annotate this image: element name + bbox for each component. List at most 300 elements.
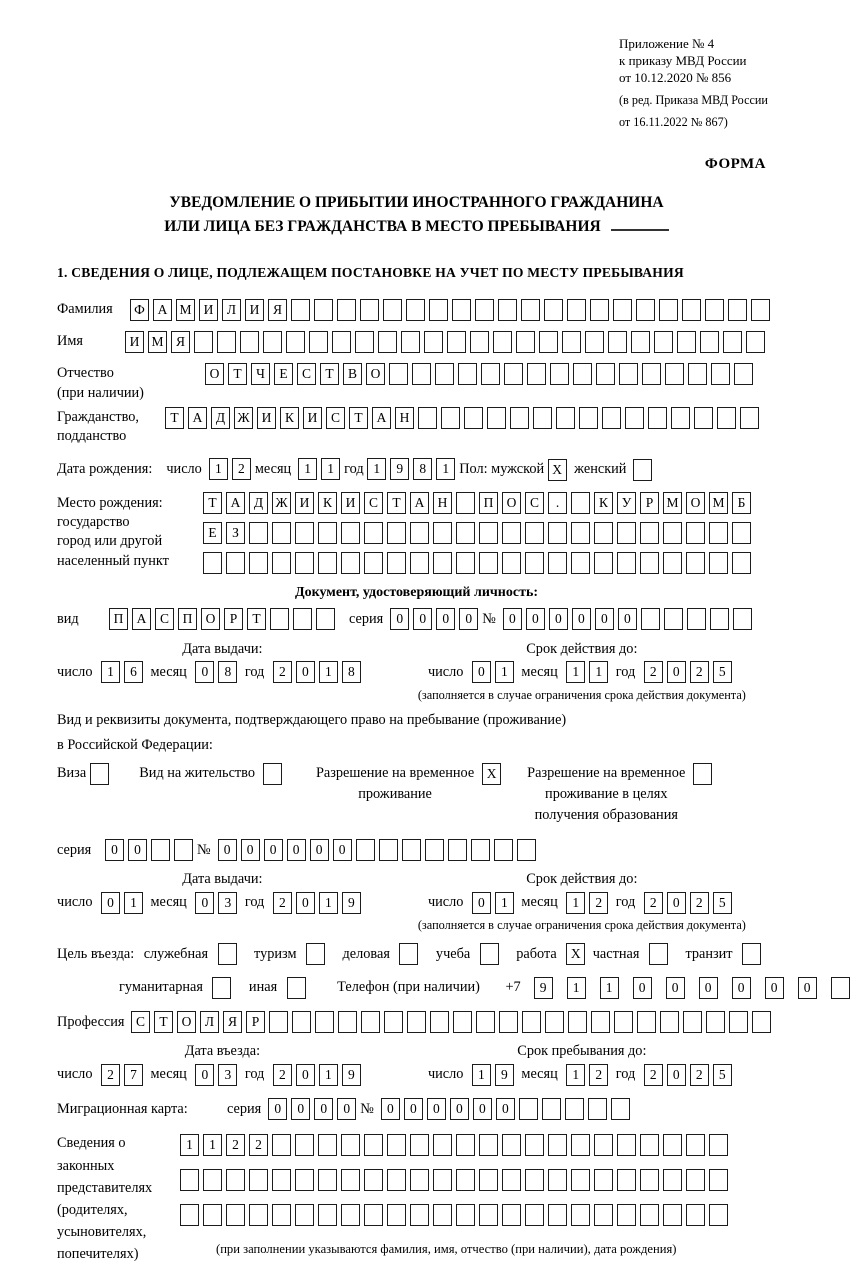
form-cell[interactable]: К [280,407,299,429]
purpose-work-checkbox[interactable]: X [566,943,585,965]
form-cell[interactable]: 1 [367,458,386,480]
form-cell[interactable] [318,552,337,574]
form-cell[interactable] [663,522,682,544]
form-cell[interactable] [387,1204,406,1226]
purpose-study-checkbox[interactable] [480,943,499,965]
form-cell[interactable] [705,299,724,321]
form-cell[interactable]: 2 [232,458,251,480]
form-cell[interactable] [410,1134,429,1156]
form-cell[interactable]: Т [320,363,339,385]
form-cell[interactable]: 0 [427,1098,446,1120]
form-cell[interactable] [272,1169,291,1191]
form-cell[interactable]: С [297,363,316,385]
form-cell[interactable]: 0 [549,608,568,630]
form-cell[interactable] [295,1134,314,1156]
form-cell[interactable] [226,1169,245,1191]
form-cell[interactable] [410,522,429,544]
form-cell[interactable] [456,552,475,574]
form-cell[interactable] [240,331,259,353]
form-cell[interactable]: Л [200,1011,219,1033]
form-cell[interactable] [479,1134,498,1156]
form-cell[interactable] [728,299,747,321]
form-cell[interactable] [568,1011,587,1033]
form-cell[interactable] [640,552,659,574]
form-cell[interactable] [641,608,660,630]
form-cell[interactable] [487,407,506,429]
form-cell[interactable] [433,522,452,544]
form-cell[interactable] [640,1169,659,1191]
purpose-transit-checkbox[interactable] [742,943,761,965]
form-cell[interactable] [573,363,592,385]
form-cell[interactable]: 2 [690,661,709,683]
form-cell[interactable]: 0 [572,608,591,630]
form-cell[interactable]: 5 [713,892,732,914]
form-cell[interactable] [332,331,351,353]
form-cell[interactable] [611,1098,630,1120]
form-cell[interactable] [709,1134,728,1156]
form-cell[interactable]: О [201,608,220,630]
form-cell[interactable]: 9 [342,892,361,914]
form-cell[interactable]: 2 [273,1064,292,1086]
form-cell[interactable] [476,1011,495,1033]
form-cell[interactable] [671,407,690,429]
form-cell[interactable] [687,608,706,630]
form-cell[interactable] [625,407,644,429]
form-cell[interactable] [194,331,213,353]
form-cell[interactable]: И [257,407,276,429]
form-cell[interactable]: 0 [526,608,545,630]
form-cell[interactable] [217,331,236,353]
form-cell[interactable]: З [226,522,245,544]
form-cell[interactable]: Р [246,1011,265,1033]
form-cell[interactable] [502,1169,521,1191]
form-cell[interactable]: 0 [195,661,214,683]
form-cell[interactable] [418,407,437,429]
form-cell[interactable] [686,1134,705,1156]
form-cell[interactable]: 2 [589,892,608,914]
edu-permit-checkbox[interactable] [693,763,712,785]
form-cell[interactable] [710,608,729,630]
form-cell[interactable]: 1 [495,661,514,683]
form-cell[interactable] [677,331,696,353]
form-cell[interactable] [498,299,517,321]
form-cell[interactable]: 8 [342,661,361,683]
form-cell[interactable] [751,299,770,321]
female-checkbox[interactable] [633,459,652,481]
form-cell[interactable] [831,977,850,999]
form-cell[interactable] [337,299,356,321]
form-cell[interactable] [502,552,521,574]
form-cell[interactable]: 0 [732,977,751,999]
form-cell[interactable] [613,299,632,321]
form-cell[interactable]: Е [203,522,222,544]
form-cell[interactable]: 2 [690,1064,709,1086]
form-cell[interactable] [379,839,398,861]
form-cell[interactable] [356,839,375,861]
form-cell[interactable] [585,331,604,353]
form-cell[interactable] [640,522,659,544]
form-cell[interactable] [448,839,467,861]
form-cell[interactable]: Т [228,363,247,385]
form-cell[interactable]: 3 [218,1064,237,1086]
form-cell[interactable]: 1 [436,458,455,480]
form-cell[interactable]: 3 [218,892,237,914]
form-cell[interactable]: 0 [436,608,455,630]
form-cell[interactable] [519,1098,538,1120]
form-cell[interactable] [502,1134,521,1156]
form-cell[interactable]: 0 [699,977,718,999]
form-cell[interactable] [752,1011,771,1033]
purpose-tourism-checkbox[interactable] [306,943,325,965]
form-cell[interactable]: 0 [314,1098,333,1120]
form-cell[interactable] [571,492,590,514]
form-cell[interactable] [341,1169,360,1191]
form-cell[interactable] [525,552,544,574]
form-cell[interactable] [338,1011,357,1033]
form-cell[interactable] [389,363,408,385]
form-cell[interactable] [464,407,483,429]
form-cell[interactable] [410,1204,429,1226]
form-cell[interactable]: О [177,1011,196,1033]
form-cell[interactable]: А [153,299,172,321]
form-cell[interactable]: 2 [249,1134,268,1156]
form-cell[interactable]: 2 [273,661,292,683]
form-cell[interactable] [565,1098,584,1120]
form-cell[interactable] [203,552,222,574]
form-cell[interactable] [425,839,444,861]
form-cell[interactable] [203,1204,222,1226]
form-cell[interactable]: 2 [273,892,292,914]
form-cell[interactable] [663,1204,682,1226]
form-cell[interactable] [316,608,335,630]
form-cell[interactable]: 9 [495,1064,514,1086]
form-cell[interactable] [640,1204,659,1226]
form-cell[interactable] [732,552,751,574]
form-cell[interactable] [407,1011,426,1033]
form-cell[interactable] [453,1011,472,1033]
form-cell[interactable]: 0 [268,1098,287,1120]
form-cell[interactable] [203,1169,222,1191]
form-cell[interactable]: Ф [130,299,149,321]
form-cell[interactable]: 0 [390,608,409,630]
form-cell[interactable]: 9 [342,1064,361,1086]
form-cell[interactable]: М [148,331,167,353]
form-cell[interactable] [539,331,558,353]
form-cell[interactable] [479,1169,498,1191]
form-cell[interactable]: 1 [566,1064,585,1086]
form-cell[interactable]: 1 [600,977,619,999]
visa-checkbox[interactable] [90,763,109,785]
form-cell[interactable] [180,1204,199,1226]
form-cell[interactable]: С [155,608,174,630]
form-cell[interactable] [387,522,406,544]
form-cell[interactable] [424,331,443,353]
form-cell[interactable]: С [364,492,383,514]
form-cell[interactable] [548,1169,567,1191]
form-cell[interactable]: А [372,407,391,429]
form-cell[interactable] [659,299,678,321]
form-cell[interactable] [360,299,379,321]
form-cell[interactable] [433,552,452,574]
form-cell[interactable] [594,1169,613,1191]
form-cell[interactable] [410,552,429,574]
form-cell[interactable] [579,407,598,429]
form-cell[interactable]: 2 [101,1064,120,1086]
form-cell[interactable]: Р [224,608,243,630]
form-cell[interactable]: 0 [296,661,315,683]
form-cell[interactable] [456,1169,475,1191]
form-cell[interactable] [269,1011,288,1033]
form-cell[interactable]: 1 [180,1134,199,1156]
form-cell[interactable] [548,522,567,544]
form-cell[interactable]: 1 [209,458,228,480]
form-cell[interactable] [270,608,289,630]
form-cell[interactable] [318,1204,337,1226]
purpose-private-checkbox[interactable] [649,943,668,965]
form-cell[interactable]: И [245,299,264,321]
form-cell[interactable] [456,1204,475,1226]
form-cell[interactable] [493,331,512,353]
form-cell[interactable] [364,522,383,544]
form-cell[interactable] [588,1098,607,1120]
form-cell[interactable] [617,522,636,544]
form-cell[interactable] [733,608,752,630]
form-cell[interactable]: К [594,492,613,514]
form-cell[interactable]: 5 [713,661,732,683]
form-cell[interactable]: П [109,608,128,630]
form-cell[interactable]: Ч [251,363,270,385]
form-cell[interactable] [700,331,719,353]
form-cell[interactable]: М [663,492,682,514]
form-cell[interactable]: О [502,492,521,514]
form-cell[interactable]: 1 [319,892,338,914]
form-cell[interactable]: 0 [337,1098,356,1120]
form-cell[interactable]: Т [387,492,406,514]
residence-permit-checkbox[interactable] [263,763,282,785]
form-cell[interactable]: 1 [298,458,317,480]
form-cell[interactable] [364,1169,383,1191]
form-cell[interactable]: А [188,407,207,429]
form-cell[interactable]: 1 [101,661,120,683]
form-cell[interactable] [522,1011,541,1033]
form-cell[interactable] [272,1204,291,1226]
form-cell[interactable] [458,363,477,385]
form-cell[interactable]: Д [211,407,230,429]
form-cell[interactable] [502,522,521,544]
form-cell[interactable] [602,407,621,429]
form-cell[interactable] [654,331,673,353]
form-cell[interactable] [746,331,765,353]
form-cell[interactable] [361,1011,380,1033]
form-cell[interactable] [590,299,609,321]
form-cell[interactable] [510,407,529,429]
purpose-other-checkbox[interactable] [287,977,306,999]
form-cell[interactable] [706,1011,725,1033]
form-cell[interactable] [711,363,730,385]
form-cell[interactable]: Т [349,407,368,429]
form-cell[interactable]: 0 [264,839,283,861]
form-cell[interactable] [527,363,546,385]
form-cell[interactable]: 7 [124,1064,143,1086]
form-cell[interactable] [456,1134,475,1156]
form-cell[interactable]: Б [732,492,751,514]
form-cell[interactable] [521,299,540,321]
form-cell[interactable]: А [410,492,429,514]
form-cell[interactable] [174,839,193,861]
form-cell[interactable]: М [176,299,195,321]
form-cell[interactable]: 0 [503,608,522,630]
form-cell[interactable] [709,1169,728,1191]
form-cell[interactable]: 0 [101,892,120,914]
form-cell[interactable] [429,299,448,321]
form-cell[interactable]: 8 [218,661,237,683]
form-cell[interactable] [341,552,360,574]
form-cell[interactable] [567,299,586,321]
form-cell[interactable] [660,1011,679,1033]
form-cell[interactable] [387,552,406,574]
form-cell[interactable] [433,1134,452,1156]
form-cell[interactable]: 0 [413,608,432,630]
form-cell[interactable]: 0 [333,839,352,861]
form-cell[interactable]: 9 [390,458,409,480]
form-cell[interactable] [664,608,683,630]
form-cell[interactable]: Т [154,1011,173,1033]
form-cell[interactable] [640,1134,659,1156]
form-cell[interactable] [378,331,397,353]
form-cell[interactable]: М [709,492,728,514]
form-cell[interactable]: Р [640,492,659,514]
form-cell[interactable] [430,1011,449,1033]
form-cell[interactable]: 1 [566,892,585,914]
form-cell[interactable]: О [686,492,705,514]
form-cell[interactable]: 0 [765,977,784,999]
form-cell[interactable] [617,1169,636,1191]
form-cell[interactable] [732,522,751,544]
form-cell[interactable] [456,492,475,514]
form-cell[interactable]: И [125,331,144,353]
form-cell[interactable] [387,1134,406,1156]
form-cell[interactable] [479,1204,498,1226]
form-cell[interactable] [293,608,312,630]
form-cell[interactable]: С [525,492,544,514]
form-cell[interactable] [525,1169,544,1191]
form-cell[interactable]: П [178,608,197,630]
form-cell[interactable] [709,1204,728,1226]
form-cell[interactable]: 0 [667,1064,686,1086]
form-cell[interactable] [452,299,471,321]
form-cell[interactable] [504,363,523,385]
form-cell[interactable] [548,1134,567,1156]
form-cell[interactable]: 0 [472,892,491,914]
form-cell[interactable] [435,363,454,385]
temp-permit-checkbox[interactable]: X [482,763,501,785]
form-cell[interactable] [550,363,569,385]
form-cell[interactable] [470,331,489,353]
form-cell[interactable] [481,363,500,385]
form-cell[interactable] [594,1134,613,1156]
form-cell[interactable]: 0 [195,892,214,914]
form-cell[interactable]: 1 [589,661,608,683]
form-cell[interactable]: О [205,363,224,385]
form-cell[interactable] [471,839,490,861]
form-cell[interactable] [591,1011,610,1033]
form-cell[interactable] [249,552,268,574]
form-cell[interactable] [571,522,590,544]
form-cell[interactable] [314,299,333,321]
form-cell[interactable] [272,1134,291,1156]
form-cell[interactable]: О [366,363,385,385]
form-cell[interactable] [596,363,615,385]
form-cell[interactable] [517,839,536,861]
form-cell[interactable] [740,407,759,429]
form-cell[interactable]: 8 [413,458,432,480]
form-cell[interactable] [292,1011,311,1033]
purpose-humanitarian-checkbox[interactable] [212,977,231,999]
form-cell[interactable]: В [343,363,362,385]
form-cell[interactable] [387,1169,406,1191]
form-cell[interactable]: 0 [666,977,685,999]
form-cell[interactable] [637,1011,656,1033]
form-cell[interactable] [295,522,314,544]
form-cell[interactable]: 2 [644,892,663,914]
form-cell[interactable]: Н [395,407,414,429]
form-cell[interactable] [686,552,705,574]
form-cell[interactable] [412,363,431,385]
form-cell[interactable]: 0 [595,608,614,630]
form-cell[interactable] [226,1204,245,1226]
form-cell[interactable]: 0 [291,1098,310,1120]
form-cell[interactable] [594,522,613,544]
form-cell[interactable] [456,522,475,544]
form-cell[interactable] [663,552,682,574]
form-cell[interactable] [562,331,581,353]
form-cell[interactable]: 0 [218,839,237,861]
form-cell[interactable] [499,1011,518,1033]
form-cell[interactable] [594,1204,613,1226]
form-cell[interactable] [151,839,170,861]
form-cell[interactable] [729,1011,748,1033]
form-cell[interactable]: 0 [496,1098,515,1120]
form-cell[interactable] [355,331,374,353]
form-cell[interactable]: Т [165,407,184,429]
form-cell[interactable]: 0 [128,839,147,861]
form-cell[interactable] [384,1011,403,1033]
form-cell[interactable] [479,522,498,544]
purpose-official-checkbox[interactable] [218,943,237,965]
form-cell[interactable]: Я [223,1011,242,1033]
form-cell[interactable]: 0 [105,839,124,861]
form-cell[interactable]: 1 [319,1064,338,1086]
form-cell[interactable]: 0 [459,608,478,630]
form-cell[interactable] [594,552,613,574]
form-cell[interactable]: К [318,492,337,514]
form-cell[interactable] [309,331,328,353]
form-cell[interactable]: 0 [618,608,637,630]
form-cell[interactable] [341,1134,360,1156]
form-cell[interactable]: 0 [296,892,315,914]
form-cell[interactable]: С [131,1011,150,1033]
form-cell[interactable] [686,1204,705,1226]
form-cell[interactable] [723,331,742,353]
form-cell[interactable] [479,552,498,574]
form-cell[interactable] [516,331,535,353]
form-cell[interactable]: 0 [472,661,491,683]
form-cell[interactable] [249,1204,268,1226]
form-cell[interactable] [548,552,567,574]
form-cell[interactable] [318,1169,337,1191]
form-cell[interactable] [433,1204,452,1226]
form-cell[interactable]: И [341,492,360,514]
